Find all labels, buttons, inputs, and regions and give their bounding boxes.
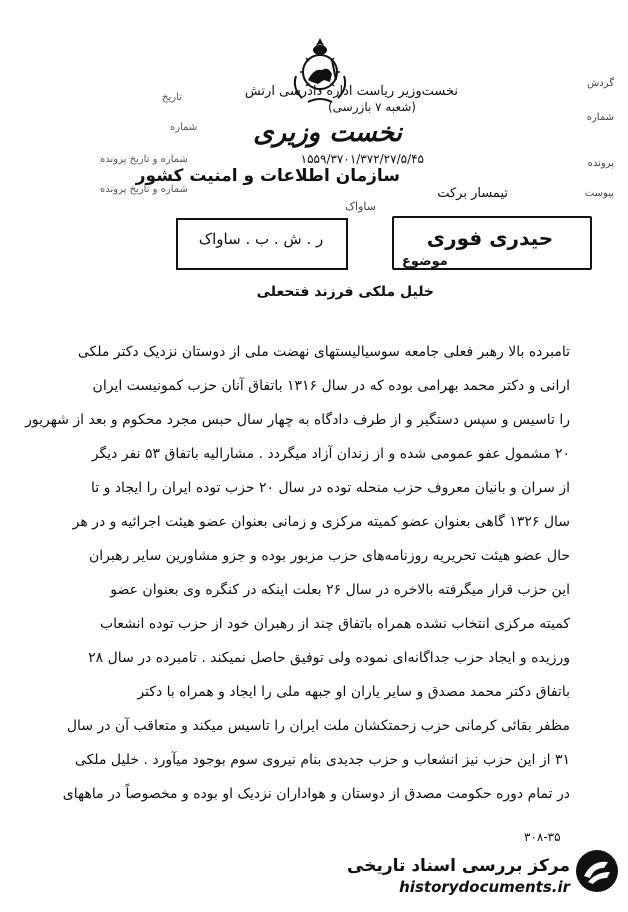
body-line: ارانی و دکتر محمد بهرامی بوده که در سال ۱۳۱۶ باتفاق آنان حزب کمونیست ایران: [92, 378, 570, 394]
title-subtitle: ساواک: [345, 200, 376, 213]
body-line: حال عضو هیئت تحریریه روزنامه‌های حزب مزبور بوده و جزو مشاورین سایر رهبران: [88, 548, 570, 564]
body-line: مظفر بقائی کرمانی حزب زحمتکشان ملت ایران را تاسیس میکند و متعاقب آن در سال: [66, 718, 570, 734]
label-gardesh: گردش: [587, 78, 614, 89]
subject-label: موضوع: [402, 254, 448, 269]
left-label-parvande-1: شماره و تاریخ پرونده: [100, 154, 188, 165]
body-line: کمیته مرکزی انتخاب نشده همراه باتفاق چند از رهبران خود از حزب توده انشعاب: [99, 616, 570, 632]
document-subject: خلیل ملکی فرزند فتحعلی: [256, 284, 434, 300]
urgent-stamp-text: حیدری فوری: [426, 226, 554, 250]
left-label-shomare: شماره: [170, 122, 198, 133]
body-line: ۲۰ مشمول عفو عمومی شده و از زندان آزاد میگردد . مشارالیه باتفاق ۵۳ نفر دیگر: [91, 446, 570, 462]
body-line: در تمام دوره حکومت مصدق از دوستان و هواداران نزدیک او بوده و مخصوصاً در ماههای: [62, 786, 570, 802]
recipient: تیمسار برکت: [437, 186, 508, 201]
body-line: را تاسیس و سپس دستگیر و از طرف دادگاه به چهار سال حبس مجرد محکوم و بعد از شهریور: [25, 412, 570, 428]
left-label-parvande-2: شماره و تاریخ پرونده: [100, 184, 188, 195]
body-line: از سران و بانیان معروف حزب منحله توده در سال ۲۰ حزب توده ایران را ایجاد و تا: [91, 480, 570, 496]
body-line: باتفاق دکتر محمد مصدق و سایر یاران او جبهه ملی را ایجاد و همراه با دکتر: [137, 684, 570, 700]
label-shomare: شماره: [586, 112, 614, 123]
title-prime-minister: نخست وزیری: [253, 118, 402, 148]
title-organization: سازمان اطلاعات و امنیت کشور: [135, 166, 400, 186]
body-line: تامبرده بالا رهبر فعلی جامعه سوسیالیستهای نهضت ملی از دوستان نزدیک دکتر ملکی: [77, 344, 570, 360]
body-line: این حزب قرار میگرفته بالاخره در سال ۲۶ بعلت اینکه در کنگره وی بعنوان عضو: [110, 582, 570, 598]
footer-number: ۳۰۸-۳۵: [524, 830, 561, 844]
history-documents-logo-icon: [574, 848, 620, 894]
body-line: ۳۱ از این حزب نیز انشعاب و حزب جدیدی بنام نیروی سوم بوجود میآورد . خلیل ملکی: [74, 752, 570, 768]
label-parvande: پرونده: [587, 158, 614, 169]
label-peyvast: پیوست: [584, 188, 614, 199]
left-label-tarikh: تاریخ: [162, 92, 182, 103]
logo-text-fa: مرکز بررسی اسناد تاریخی: [347, 856, 570, 876]
reference-number: ۱۵۵۹/۳۷۰۱/۳۷۲/۲۷/۵/۴۵: [300, 152, 424, 166]
routing-stamp-text: ر . ش . ب . ساواک: [198, 230, 324, 248]
body-line: سال ۱۳۲۶ گاهی بعنوان عضو کمیته مرکزی و زمانی بعنوان عضو هیئت اجرائیه و در هر: [72, 514, 570, 530]
body-line: ورزیده و ایجاد حزب جداگانه‌ای نموده ولی توفیق حاصل نمیکند . تامبرده در سال ۲۸: [88, 650, 570, 666]
logo-url[interactable]: historydocuments.ir: [399, 878, 570, 896]
header-line-1: نخست‌وزیر ریاست اداره دادرسی ارتش: [244, 84, 458, 99]
header-line-2: (شعبه ۷ بازرسی): [328, 100, 416, 114]
